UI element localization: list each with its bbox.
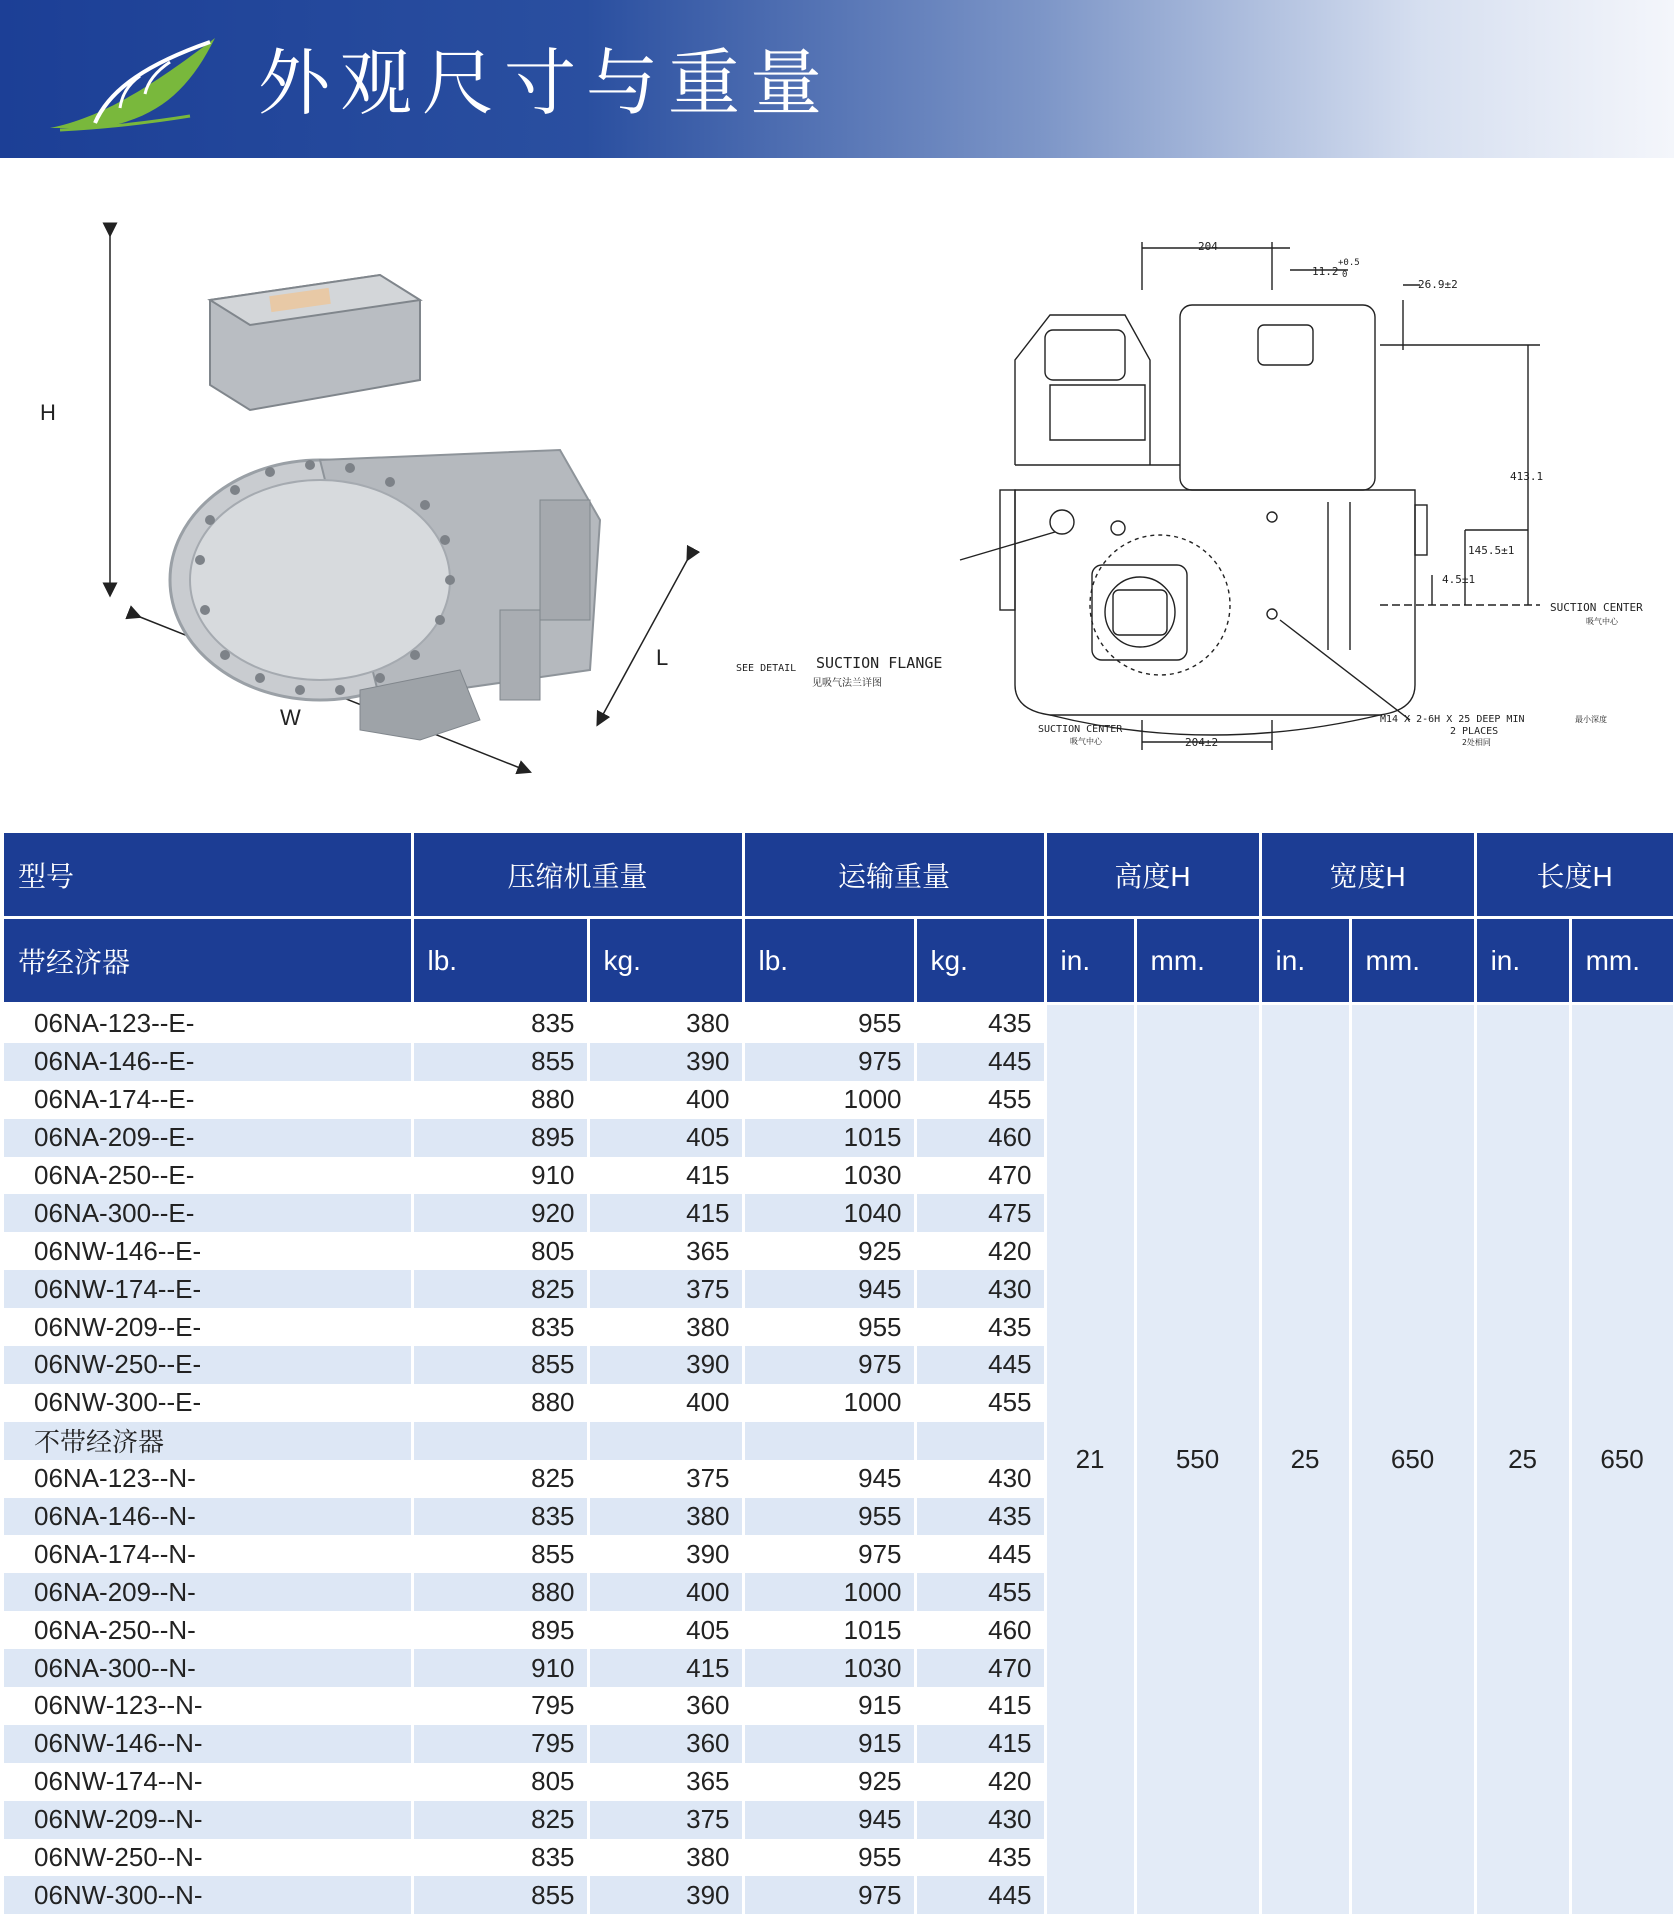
height-in-cell: 21: [1045, 1004, 1135, 1915]
page-title: 外观尺寸与重量: [258, 41, 833, 125]
shipping-kg-cell: 420: [915, 1763, 1045, 1801]
compressor-lb-cell: 855: [412, 1346, 588, 1384]
compressor-kg-cell: 400: [588, 1573, 743, 1611]
shipping-lb-cell: 1040: [743, 1194, 915, 1232]
compressor-kg-cell: 375: [588, 1460, 743, 1498]
technical-drawing: [720, 220, 1674, 780]
shipping-lb-cell: 1030: [743, 1649, 915, 1687]
header-kg: kg.: [588, 918, 743, 1004]
m14-note: M14 X 2-6H X 25 DEEP MIN: [1380, 714, 1525, 725]
model-cell: 06NW-300--E-: [4, 1384, 412, 1422]
compressor-kg-cell: 405: [588, 1119, 743, 1157]
shipping-lb-cell: 1015: [743, 1611, 915, 1649]
model-cell: 06NA-250--N-: [4, 1611, 412, 1649]
dim-26-9: 26.9±2: [1418, 278, 1458, 291]
shipping-kg-cell: 420: [915, 1232, 1045, 1270]
header-banner: [0, 0, 1674, 158]
shipping-kg-cell: 460: [915, 1611, 1045, 1649]
shipping-lb-cell: 1000: [743, 1573, 915, 1611]
shipping-lb-cell: 1030: [743, 1157, 915, 1195]
compressor-lb-cell: 825: [412, 1270, 588, 1308]
shipping-kg-cell: 455: [915, 1384, 1045, 1422]
compressor-kg-cell: 380: [588, 1498, 743, 1536]
shipping-lb-cell: 955: [743, 1308, 915, 1346]
compressor-lb-cell: 910: [412, 1649, 588, 1687]
compressor-lb-cell: 835: [412, 1004, 588, 1043]
dim-tolerance-bottom: 0: [1342, 270, 1348, 280]
width-in-cell: 25: [1260, 1004, 1350, 1915]
dim-4-5: 4.5±1: [1442, 573, 1476, 586]
compressor-lb-cell: 880: [412, 1081, 588, 1119]
shipping-lb-cell: 925: [743, 1763, 915, 1801]
model-cell: 06NA-300--E-: [4, 1194, 412, 1232]
dim-label-l: L: [656, 645, 669, 670]
model-cell: 06NW-174--N-: [4, 1763, 412, 1801]
suction-flange: SUCTION FLANGE: [816, 654, 943, 672]
shipping-lb-cell: 945: [743, 1801, 915, 1839]
model-cell: 06NA-123--N-: [4, 1460, 412, 1498]
header-width: 宽度H: [1260, 833, 1475, 918]
compressor-kg-cell: 375: [588, 1801, 743, 1839]
model-cell: 不带经济器: [4, 1422, 412, 1460]
dim-11-2: 11.2: [1312, 265, 1339, 278]
model-cell: 06NW-209--N-: [4, 1801, 412, 1839]
compressor-lb-cell: 880: [412, 1573, 588, 1611]
compressor-kg-cell: 390: [588, 1346, 743, 1384]
model-cell: 06NA-174--N-: [4, 1535, 412, 1573]
header-mm: mm.: [1135, 918, 1260, 1004]
compressor-kg-cell: 390: [588, 1535, 743, 1573]
compressor-lb-cell: 795: [412, 1687, 588, 1725]
compressor-kg-cell: 400: [588, 1081, 743, 1119]
compressor-lb-cell: 825: [412, 1460, 588, 1498]
model-cell: 06NW-300--N-: [4, 1876, 412, 1914]
compressor-kg-cell: 375: [588, 1270, 743, 1308]
dim-204-2: 204±2: [1185, 736, 1219, 749]
dim-204: 204: [1198, 240, 1218, 253]
shipping-kg-cell: 430: [915, 1801, 1045, 1839]
header-length: 长度H: [1475, 833, 1674, 918]
shipping-kg-cell: 445: [915, 1043, 1045, 1081]
compressor-kg-cell: 390: [588, 1043, 743, 1081]
model-cell: 06NW-209--E-: [4, 1308, 412, 1346]
technical-drawing-svg: [720, 220, 1674, 780]
shipping-kg-cell: 455: [915, 1081, 1045, 1119]
shipping-kg-cell: 435: [915, 1308, 1045, 1346]
compressor-lb-cell: 835: [412, 1308, 588, 1346]
shipping-kg-cell: 445: [915, 1346, 1045, 1384]
places-note-cn: 2处相同: [1462, 738, 1491, 747]
compressor-kg-cell: 415: [588, 1649, 743, 1687]
shipping-lb-cell: 975: [743, 1535, 915, 1573]
shipping-kg-cell: 475: [915, 1194, 1045, 1232]
compressor-lb-cell: 855: [412, 1043, 588, 1081]
model-cell: 06NW-123--N-: [4, 1687, 412, 1725]
shipping-lb-cell: 945: [743, 1270, 915, 1308]
compressor-lb-cell: 805: [412, 1763, 588, 1801]
shipping-kg-cell: 470: [915, 1157, 1045, 1195]
header-lb: lb.: [743, 918, 915, 1004]
shipping-lb-cell: 975: [743, 1876, 915, 1914]
header-lb: lb.: [412, 918, 588, 1004]
suction-center-right-cn: 吸气中心: [1586, 617, 1618, 626]
model-cell: 06NA-250--E-: [4, 1157, 412, 1195]
header-in: in.: [1475, 918, 1570, 1004]
shipping-lb-cell: 1015: [743, 1119, 915, 1157]
places-note: 2 PLACES: [1450, 726, 1499, 737]
compressor-lb-cell: 895: [412, 1611, 588, 1649]
compressor-kg-cell: 380: [588, 1308, 743, 1346]
shipping-kg-cell: 445: [915, 1535, 1045, 1573]
header-mm: mm.: [1350, 918, 1475, 1004]
model-cell: 06NW-250--E-: [4, 1346, 412, 1384]
compressor-lb-cell: 855: [412, 1876, 588, 1914]
suction-flange-cn: 见吸气法兰详图: [812, 678, 882, 689]
shipping-lb-cell: 925: [743, 1232, 915, 1270]
compressor-lb-cell: 795: [412, 1725, 588, 1763]
shipping-kg-cell: 435: [915, 1004, 1045, 1043]
width-mm-cell: 650: [1350, 1004, 1475, 1915]
header-height: 高度H: [1045, 833, 1260, 918]
header-shipping-weight: 运输重量: [743, 833, 1045, 918]
shipping-kg-cell: 445: [915, 1876, 1045, 1914]
compressor-kg-cell: 390: [588, 1876, 743, 1914]
shipping-lb-cell: 955: [743, 1498, 915, 1536]
shipping-lb-cell: 915: [743, 1725, 915, 1763]
header-in: in.: [1045, 918, 1135, 1004]
height-mm-cell: 550: [1135, 1004, 1260, 1915]
shipping-lb-cell: 975: [743, 1346, 915, 1384]
dim-tolerance-top: +0.5: [1338, 258, 1360, 268]
compressor-kg-cell: 400: [588, 1384, 743, 1422]
shipping-lb-cell: 955: [743, 1004, 915, 1043]
compressor-lb-cell: 910: [412, 1157, 588, 1195]
header-with-economizer: 带经济器: [4, 918, 412, 1004]
model-cell: 06NW-146--E-: [4, 1232, 412, 1270]
compressor-kg-cell: 365: [588, 1232, 743, 1270]
see-detail: SEE DETAIL: [736, 663, 797, 674]
compressor-kg-cell: 365: [588, 1763, 743, 1801]
shipping-kg-cell: 435: [915, 1498, 1045, 1536]
shipping-kg-cell: 460: [915, 1119, 1045, 1157]
length-mm-cell: 650: [1570, 1004, 1674, 1915]
shipping-lb-cell: 945: [743, 1460, 915, 1498]
shipping-lb-cell: 915: [743, 1687, 915, 1725]
dim-label-h: H: [40, 400, 56, 425]
shipping-kg-cell: 430: [915, 1270, 1045, 1308]
header-kg: kg.: [915, 918, 1045, 1004]
model-cell: 06NW-146--N-: [4, 1725, 412, 1763]
header-model: 型号: [4, 833, 412, 918]
shipping-lb-cell: 1000: [743, 1384, 915, 1422]
header-mm: mm.: [1570, 918, 1674, 1004]
model-cell: 06NA-146--N-: [4, 1498, 412, 1536]
table-body: [4, 1004, 1674, 1915]
shipping-kg-cell: 430: [915, 1460, 1045, 1498]
leaf-icon: [40, 28, 230, 138]
weights-dimensions-table: [4, 833, 1674, 1914]
model-cell: 06NA-174--E-: [4, 1081, 412, 1119]
compressor-photo: [0, 200, 720, 800]
model-cell: 06NA-209--E-: [4, 1119, 412, 1157]
compressor-lb-cell: 895: [412, 1119, 588, 1157]
dim-145-5: 145.5±1: [1468, 544, 1515, 557]
dim-label-w: W: [280, 705, 301, 730]
model-cell: 06NA-209--N-: [4, 1573, 412, 1611]
shipping-kg-cell: [915, 1422, 1045, 1460]
model-cell: 06NA-123--E-: [4, 1004, 412, 1043]
model-cell: 06NA-146--E-: [4, 1043, 412, 1081]
model-cell: 06NW-250--N-: [4, 1839, 412, 1877]
compressor-kg-cell: 380: [588, 1839, 743, 1877]
compressor-photo-figure: [0, 200, 720, 800]
header-in: in.: [1260, 918, 1350, 1004]
shipping-lb-cell: 1000: [743, 1081, 915, 1119]
compressor-kg-cell: [588, 1422, 743, 1460]
shipping-lb-cell: [743, 1422, 915, 1460]
shipping-kg-cell: 435: [915, 1839, 1045, 1877]
compressor-lb-cell: 825: [412, 1801, 588, 1839]
dim-413-1: 413.1: [1510, 470, 1544, 483]
shipping-kg-cell: 415: [915, 1687, 1045, 1725]
compressor-kg-cell: 415: [588, 1194, 743, 1232]
model-cell: 06NW-174--E-: [4, 1270, 412, 1308]
suction-center-right: SUCTION CENTER: [1550, 601, 1643, 614]
shipping-lb-cell: 955: [743, 1839, 915, 1877]
suction-center-bottom: SUCTION CENTER: [1038, 724, 1123, 735]
compressor-kg-cell: 405: [588, 1611, 743, 1649]
shipping-kg-cell: 415: [915, 1725, 1045, 1763]
suction-center-bottom-cn: 吸气中心: [1070, 737, 1102, 746]
shipping-kg-cell: 455: [915, 1573, 1045, 1611]
model-cell: 06NA-300--N-: [4, 1649, 412, 1687]
compressor-lb-cell: [412, 1422, 588, 1460]
compressor-lb-cell: 920: [412, 1194, 588, 1232]
compressor-lb-cell: 880: [412, 1384, 588, 1422]
compressor-kg-cell: 415: [588, 1157, 743, 1195]
shipping-kg-cell: 470: [915, 1649, 1045, 1687]
compressor-lb-cell: 805: [412, 1232, 588, 1270]
compressor-kg-cell: 360: [588, 1687, 743, 1725]
compressor-lb-cell: 855: [412, 1535, 588, 1573]
m14-note-cn: 最小深度: [1575, 715, 1607, 724]
shipping-lb-cell: 975: [743, 1043, 915, 1081]
compressor-kg-cell: 380: [588, 1004, 743, 1043]
length-in-cell: 25: [1475, 1004, 1570, 1915]
header-compressor-weight: 压缩机重量: [412, 833, 743, 918]
compressor-lb-cell: 835: [412, 1839, 588, 1877]
compressor-lb-cell: 835: [412, 1498, 588, 1536]
compressor-kg-cell: 360: [588, 1725, 743, 1763]
table-row: [4, 1004, 1674, 1043]
